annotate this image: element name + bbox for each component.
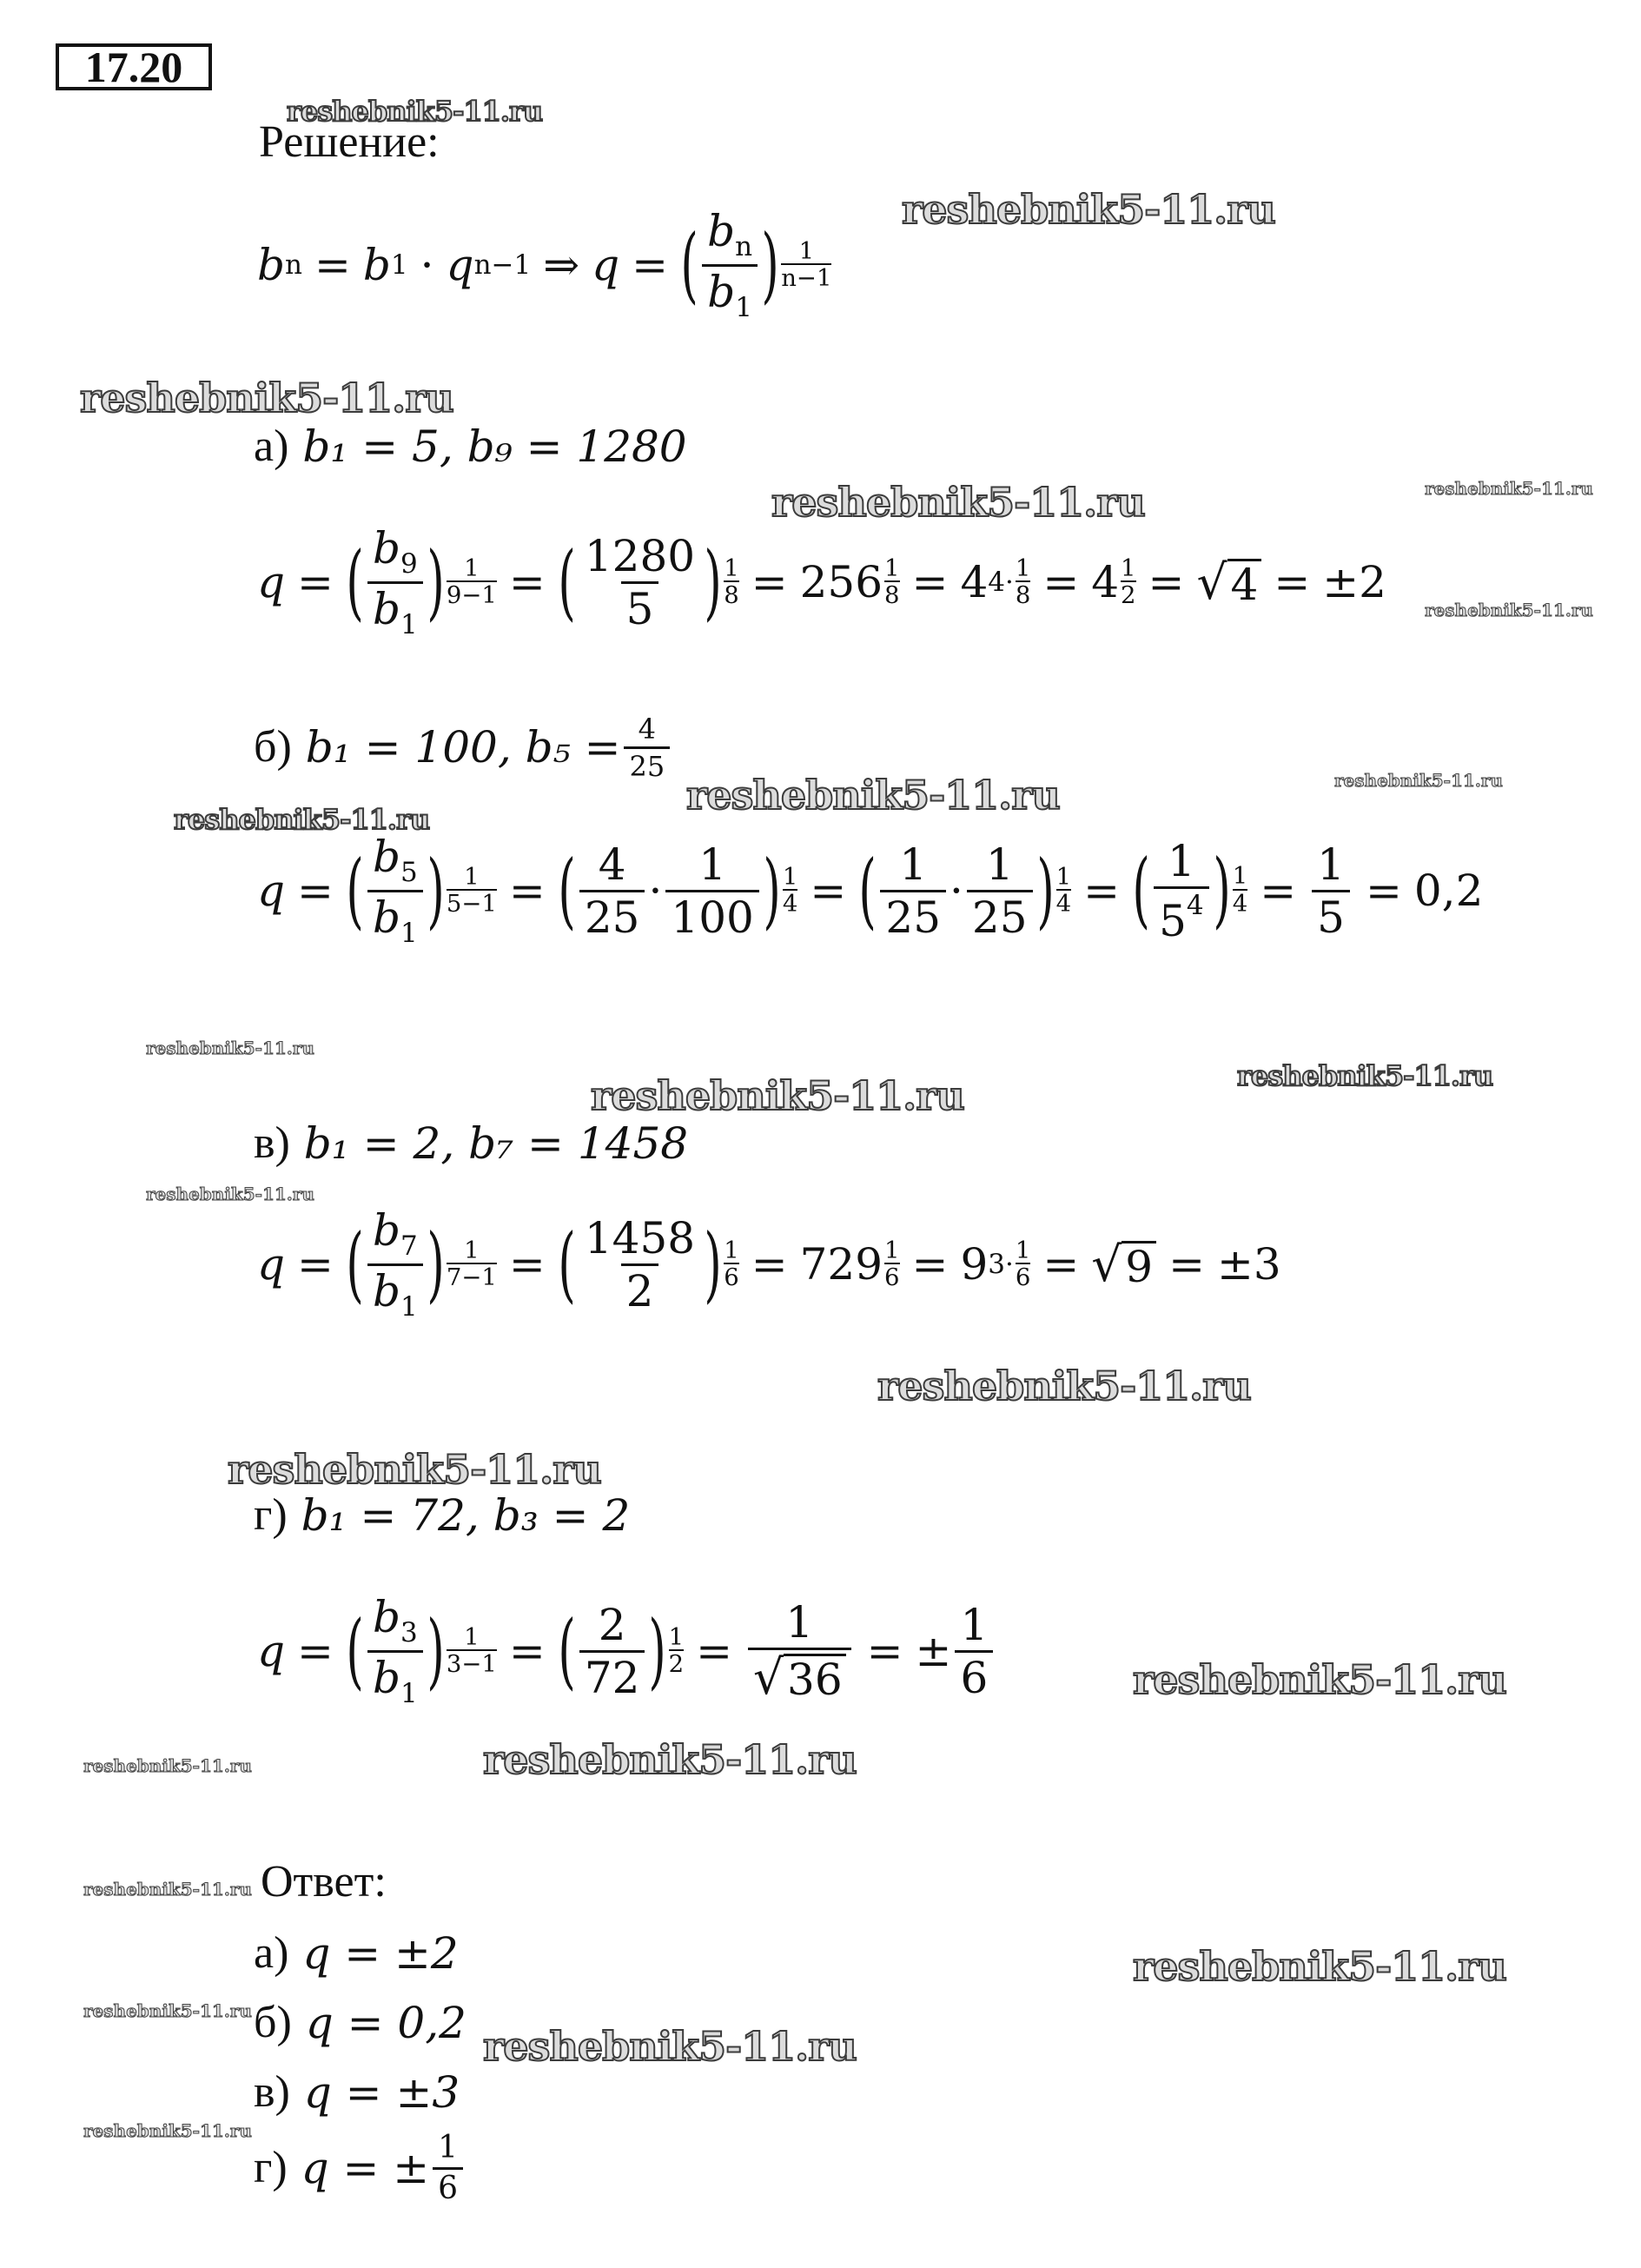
problem-number: 17.20 (56, 43, 212, 90)
watermark: reshebnik5-11.ru (146, 1184, 314, 1204)
watermark: reshebnik5-11.ru (686, 772, 1060, 819)
answer-a: а) q = ±2 (254, 1928, 459, 1979)
solution-label: Решение: (259, 117, 440, 167)
watermark: reshebnik5-11.ru (80, 375, 453, 421)
answer-b: б) q = 0,2 (254, 1998, 466, 2048)
watermark: reshebnik5-11.ru (1133, 1656, 1506, 1703)
watermark: reshebnik5-11.ru (83, 1879, 252, 1900)
general-formula: b n = b 1 · q n−1 ⇒ q = ( $\frac{b_n}{b_1}$ ) $\frac{1}{n-1}$ (257, 205, 832, 323)
watermark: reshebnik5-11.ru (1133, 1943, 1506, 1990)
part-b-condition: б) b₁ = 100, b₅ = $\frac{4}{25}$ (254, 713, 673, 782)
answer-d: г) q = ± $\frac{1}{6}$ (254, 2120, 466, 2216)
watermark: reshebnik5-11.ru (1334, 770, 1503, 791)
part-b-calculation: q = ( $\frac{b_5}{b_1}$ ) $\frac{1}{5-1}$ = ( $\frac{4}{25}$ · $\frac{1}{100}$ ) $\frac{1}{4}$ = ( $\frac{1}{25}$ · $\frac{1}{25}$ ) $\frac{1}{4}$ = ( $\frac{1}{5^4}$ ) $\frac{1}{4}$ = $\frac{1}{5}$ = 0,2 (257, 831, 1484, 949)
watermark: reshebnik5-11.ru (902, 186, 1275, 233)
answer-label: Ответ: (261, 1857, 387, 1907)
part-a-calculation: q = ( $\frac{b_9}{b_1}$ ) $\frac{1}{9-1}$ = ( $\frac{1280}{5}$ ) $\frac{1}{8}$ = 256 $\frac{1}{8}$ = 4 4· $\frac{1}{8}$ = 4 $\frac{1}{2}$ = √ 4 = ±2 (257, 522, 1386, 640)
watermark: reshebnik5-11.ru (287, 95, 543, 128)
watermark: reshebnik5-11.ru (877, 1363, 1251, 1409)
watermark: reshebnik5-11.ru (146, 1038, 314, 1058)
watermark: reshebnik5-11.ru (1425, 600, 1593, 620)
watermark: reshebnik5-11.ru (1425, 478, 1593, 499)
part-d-calculation: q = ( $\frac{b_3}{b_1}$ ) $\frac{1}{3-1}$ = ( $\frac{2}{72}$ ) $\frac{1}{2}$ = 1 √ 36 = ± $\frac{1}{6}$ (257, 1590, 996, 1712)
part-c-calculation: q = ( $\frac{b_7}{b_1}$ ) $\frac{1}{7-1}$ = ( $\frac{1458}{2}$ ) $\frac{1}{6}$ = 729 $\frac{1}{6}$ = 9 3· $\frac{1}{6}$ = √ 9 = ±3 (257, 1204, 1281, 1323)
part-a-condition: а) b₁ = 5, b₉ = 1280 (254, 421, 687, 472)
part-d-condition: г) b₁ = 72, b₃ = 2 (254, 1490, 631, 1541)
watermark: reshebnik5-11.ru (174, 803, 430, 836)
answer-c: в) q = ±3 (254, 2067, 460, 2118)
watermark: reshebnik5-11.ru (483, 1736, 857, 1783)
watermark: reshebnik5-11.ru (83, 2120, 252, 2141)
part-c-condition: в) b₁ = 2, b₇ = 1458 (254, 1118, 689, 1169)
watermark: reshebnik5-11.ru (83, 2000, 252, 2021)
watermark: reshebnik5-11.ru (228, 1446, 601, 1493)
watermark: reshebnik5-11.ru (483, 2023, 857, 2070)
watermark: reshebnik5-11.ru (771, 479, 1145, 526)
watermark: reshebnik5-11.ru (1237, 1059, 1493, 1092)
watermark: reshebnik5-11.ru (591, 1072, 964, 1119)
watermark: reshebnik5-11.ru (83, 1755, 252, 1776)
